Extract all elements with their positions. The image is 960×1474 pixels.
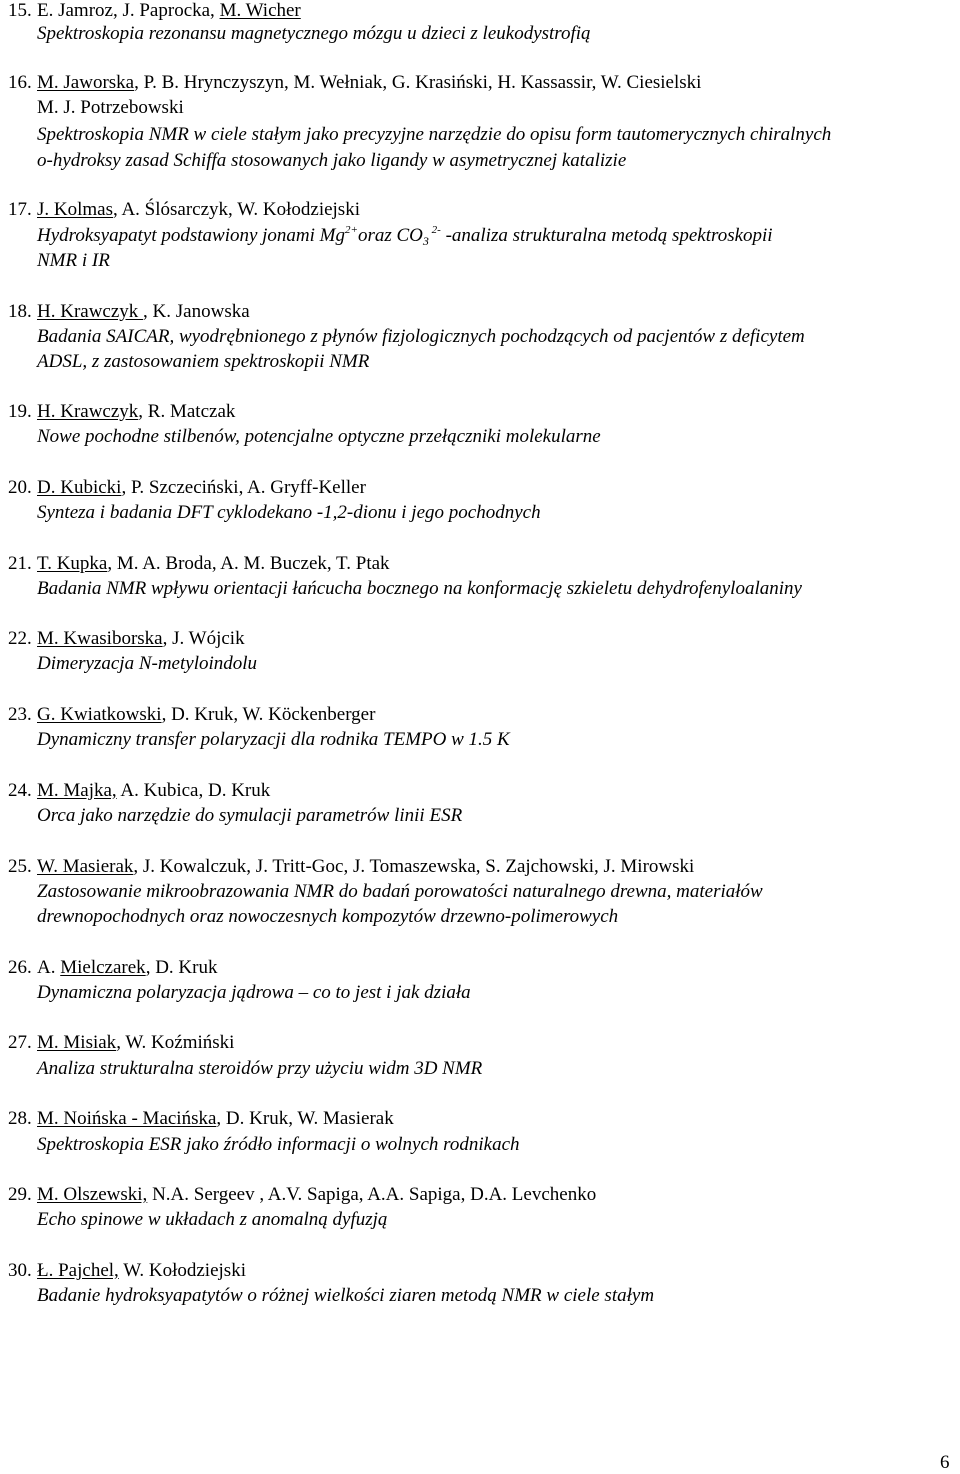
- abstract-title: [37, 805, 462, 827]
- text-run: Nowe pochodne stilbenów, potencjalne optyczne przełączniki molekularne: [37, 426, 601, 447]
- authors-line: [8, 856, 694, 878]
- presenting-author: W. Masierak: [37, 856, 134, 877]
- text-run: , D. Kruk, W. Masierak: [216, 1108, 394, 1129]
- text-run: , A. Ślósarczyk, W. Kołodziejski: [113, 199, 360, 220]
- text-run: A.: [37, 957, 61, 978]
- text-run: , K. Janowska: [143, 301, 250, 322]
- text-run: Zastosowanie mikroobrazowania NMR do badań porowatości naturalnego drewna, materiałów: [37, 881, 763, 902]
- text-run: Badanie hydroksyapatytów o różnej wielkości ziaren metodą NMR w ciele stałym: [37, 1285, 655, 1306]
- text-run: , P. Szczeciński, A. Gryff-Keller: [121, 477, 366, 498]
- authors-line: [8, 301, 250, 323]
- authors-line: [8, 780, 270, 802]
- presenting-author: Ł. Pajchel,: [37, 1260, 119, 1281]
- entry-number: 24.: [8, 780, 32, 801]
- authors-line: [37, 97, 184, 119]
- authors-line: [8, 957, 217, 979]
- authors-line: [8, 477, 366, 499]
- presenting-author: M. Majka,: [37, 780, 117, 801]
- abstract-title: [37, 250, 110, 272]
- presenting-author: T. Kupka: [37, 553, 108, 574]
- superscript-text: 2+: [345, 224, 358, 236]
- abstract-title: [37, 729, 510, 751]
- entry-number: 17.: [8, 199, 32, 220]
- presenting-author: M. Kwasiborska: [37, 628, 163, 649]
- text-run: Orca jako narzędzie do symulacji parametrów linii ESR: [37, 805, 463, 826]
- text-run: ADSL, z zastosowaniem spektroskopii NMR: [37, 351, 370, 372]
- authors-line: [8, 199, 360, 221]
- presenting-author: G. Kwiatkowski: [37, 704, 162, 725]
- abstract-title: [37, 225, 773, 247]
- text-run: , P. B. Hrynczyszyn, M. Wełniak, G. Krasiński, H. Kassassir, W. Ciesielski: [134, 72, 702, 93]
- text-run: , D. Kruk: [145, 957, 218, 978]
- abstract-title: [37, 1209, 387, 1231]
- text-run: Spektroskopia ESR jako źródło informacji o wolnych rodnikach: [37, 1134, 520, 1155]
- entry-number: 22.: [8, 628, 32, 649]
- abstract-title: [37, 906, 618, 928]
- presenting-author: M. Wicher: [219, 0, 301, 21]
- text-run: Echo spinowe w układach z anomalną dyfuzją: [37, 1209, 388, 1230]
- authors-line: [8, 553, 390, 575]
- abstract-title: [37, 150, 626, 172]
- text-run: Hydroksyapatyt podstawiony jonami Mg: [37, 225, 346, 246]
- text-run: Analiza strukturalna steroidów przy użyciu widm 3D NMR: [37, 1058, 483, 1079]
- entry-number: 25.: [8, 856, 32, 877]
- presenting-author: M. Noińska - Macińska: [37, 1108, 217, 1129]
- text-run: , D. Kruk, W. Köckenberger: [161, 704, 376, 725]
- authors-line: [8, 1108, 394, 1130]
- text-run: -analiza strukturalna metodą spektroskopii: [440, 225, 773, 246]
- text-run: oraz CO: [357, 225, 423, 246]
- text-run: , M. A. Broda, A. M. Buczek, T. Ptak: [107, 553, 390, 574]
- entry-number: 26.: [8, 957, 32, 978]
- entry-number: 30.: [8, 1260, 32, 1281]
- presenting-author: Mielczarek: [60, 957, 146, 978]
- abstract-title: [37, 502, 541, 524]
- presenting-author: H. Krawczyk: [37, 301, 144, 322]
- abstract-title: [37, 578, 802, 600]
- text-run: N.A. Sergeev , A.V. Sapiga, A.A. Sapiga, D.A. Levchenko: [147, 1184, 597, 1205]
- text-run: , J. Kowalczuk, J. Tritt-Goc, J. Tomaszewska, S. Zajchowski, J. Mirowski: [133, 856, 695, 877]
- entry-number: 19.: [8, 401, 32, 422]
- abstract-title: [37, 982, 471, 1004]
- abstract-title: [37, 23, 591, 45]
- text-run: , W. Koźmiński: [116, 1032, 235, 1053]
- abstract-title: [37, 1285, 654, 1307]
- text-run: Badania NMR wpływu orientacji łańcucha bocznego na konformację szkieletu dehydrofenyloalaniny: [37, 578, 802, 599]
- authors-line: [8, 72, 701, 94]
- abstract-title: [37, 124, 831, 146]
- text-run: Badania SAICAR, wyodrębnionego z płynów fizjologicznych pochodzących od pacjentów z deficytem: [37, 326, 805, 347]
- entry-number: 20.: [8, 477, 32, 498]
- entry-number: 15.: [8, 0, 32, 21]
- text-run: Spektroskopia rezonansu magnetycznego mózgu u dzieci z leukodystrofią: [37, 23, 591, 44]
- presenting-author: M. Misiak: [37, 1032, 117, 1053]
- abstract-title: [37, 1058, 482, 1080]
- presenting-author: M. Jaworska: [37, 72, 135, 93]
- authors-line: [8, 401, 235, 423]
- authors-line: [8, 704, 375, 726]
- text-run: Synteza i badania DFT cyklodekano -1,2-dionu i jego pochodnych: [37, 502, 541, 523]
- abstract-title: [37, 326, 805, 348]
- text-run: A. Kubica, D. Kruk: [116, 780, 271, 801]
- text-run: NMR i IR: [37, 250, 110, 271]
- entry-number: 23.: [8, 704, 32, 725]
- subscript-text: 3: [422, 234, 429, 248]
- presenting-author: J. Kolmas: [37, 199, 113, 220]
- presenting-author: H. Krawczyk: [37, 401, 139, 422]
- entry-number: 21.: [8, 553, 32, 574]
- abstract-title: [37, 1134, 520, 1156]
- page-number: 6: [940, 1452, 950, 1473]
- text-run: E. Jamroz, J. Paprocka,: [37, 0, 220, 21]
- entry-number: 27.: [8, 1032, 32, 1053]
- text-run: o-hydroksy zasad Schiffa stosowanych jako ligandy w asymetrycznej katalizie: [37, 150, 627, 171]
- entry-number: 18.: [8, 301, 32, 322]
- presenting-author: D. Kubicki: [37, 477, 122, 498]
- text-run: Dynamiczna polaryzacja jądrowa – co to jest i jak działa: [37, 982, 471, 1003]
- presenting-author: M. Olszewski,: [37, 1184, 148, 1205]
- authors-line: [8, 628, 245, 650]
- abstract-title: [37, 426, 601, 448]
- text-run: Spektroskopia NMR w ciele stałym jako precyzyjne narzędzie do opisu form tautomerycznych chiralnych: [37, 124, 832, 145]
- abstract-title: [37, 653, 257, 675]
- authors-line: [8, 1184, 596, 1206]
- entry-number: 28.: [8, 1108, 32, 1129]
- abstract-title: [37, 351, 369, 373]
- authors-line: [8, 1032, 234, 1054]
- text-run: Dimeryzacja N-metyloindolu: [37, 653, 258, 674]
- text-run: M. J. Potrzebowski: [37, 97, 184, 118]
- authors-line: [8, 0, 301, 22]
- text-run: drewnopochodnych oraz nowoczesnych kompozytów drzewno-polimerowych: [37, 906, 619, 927]
- text-run: Dynamiczny transfer polaryzacji dla rodnika TEMPO w 1.5 K: [37, 729, 510, 750]
- text-run: W. Kołodziejski: [118, 1260, 246, 1281]
- text-run: , R. Matczak: [138, 401, 236, 422]
- authors-line: [8, 1260, 246, 1282]
- superscript-text: 2-: [428, 224, 441, 236]
- text-run: , J. Wójcik: [162, 628, 245, 649]
- abstract-title: [37, 881, 763, 903]
- entry-number: 16.: [8, 72, 32, 93]
- entry-number: 29.: [8, 1184, 32, 1205]
